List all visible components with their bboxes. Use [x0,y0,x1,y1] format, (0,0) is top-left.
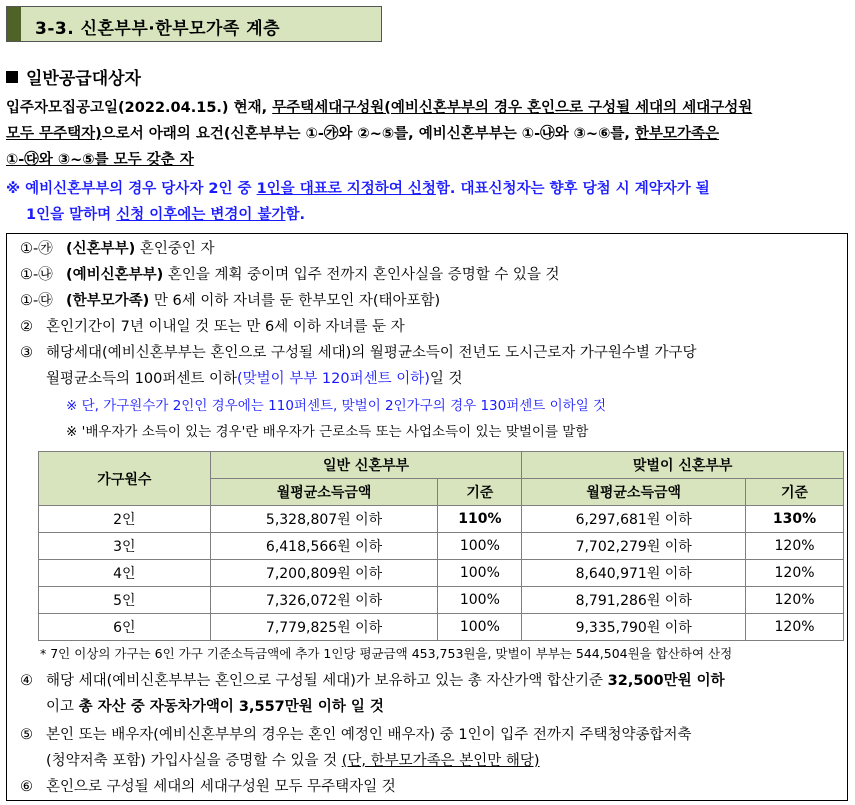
cell-general-standard: 100% [438,560,522,587]
cell-general-income: 6,418,566원 이하 [210,533,438,560]
title-accent [7,7,21,41]
notice-text: 함. [285,207,305,223]
notice-text: ※ 예비신혼부부의 경우 당사자 2인 중 [6,181,257,197]
criterion-6 [20,774,396,800]
notice-underlined: 1인을 대표로 지정하여 신청 [256,181,436,197]
criterion-bold: (신혼부부) [66,241,136,257]
title-bar [6,6,382,42]
table-row [39,533,844,560]
cell-dual-standard: 120% [746,533,844,560]
criterion-number: ③ [20,345,33,361]
intro-underlined: 모두 무주택자) [6,126,102,142]
vehicle-limit: 총 자산 중 자동차가액이 3,557만원 이하 일 것 [78,699,384,715]
income-note-1: ※ 단, 가구원수가 2인인 경우에는 110퍼센트, 맞벌이 2인가구의 경우 130퍼센트 이하일 것 [66,398,607,414]
criterion-text: (청약저축 포함) 가입사실을 증명할 수 있을 것 [46,753,342,769]
notice-text: 함. 대표신청자는 향후 당첨 시 계약자가 될 [435,181,710,197]
square-bullet-icon [6,71,18,83]
cell-dual-standard: 120% [746,587,844,614]
intro-underlined: 무주택세대구성원(예비신혼부부의 경우 혼인으로 구성될 세대의 세대구성원 [272,100,753,116]
intro-underlined: 한부모가족은 [634,126,719,142]
intro-line-3 [6,147,848,173]
header-general-income: 월평균소득금액 [210,479,438,506]
table-footnote: * 7인 이상의 가구는 6인 가구 기준소득금액에 추가 1인당 평균금액 453,753원을, 맞벌이 부부는 544,504원을 합산하여 산정 [40,646,733,661]
cell-general-income: 7,200,809원 이하 [210,560,438,587]
criterion-4-line-2 [46,694,384,720]
intro-text: 입주자모집공고일(2022.04.15.) 현재, [6,100,273,116]
criterion-3-line-2 [46,366,463,392]
header-general-couple: 일반 신혼부부 [210,452,522,479]
cell-dual-income: 8,640,971원 이하 [522,560,746,587]
cell-general-income: 7,326,072원 이하 [210,587,438,614]
cell-dual-standard: 130% [746,506,844,533]
criterion-1c [20,288,440,314]
table-row [39,587,844,614]
cell-size: 3인 [39,533,211,560]
criterion-3-line-1 [20,340,696,366]
header-general-standard: 기준 [438,479,522,506]
criterion-number: ⑥ [20,779,33,795]
cell-general-income: 7,779,825원 이하 [210,614,438,641]
criterion-5-line-2 [46,748,540,774]
cell-size: 2인 [39,506,211,533]
criterion-text: 이고 [46,699,79,715]
income-note-2: ※ '배우자가 소득이 있는 경우'란 배우자가 근로소득 또는 사업소득이 있는 맞벌이를 말함 [66,424,589,440]
notice-text: 1인을 말하며 [26,207,117,223]
criterion-text: 해당세대(예비신혼부부는 혼인으로 구성될 세대)의 월평균소득이 전년도 도시근로자 가구원수별 가구당 [46,345,697,361]
intro-line-1 [6,95,848,121]
criterion-text: 만 6세 이하 자녀를 둔 한부모인 자(태아포함) [149,293,441,309]
criterion-bold: (한부모가족) [66,293,150,309]
criterion-text: 해당 세대(예비신혼부부는 혼인으로 구성될 세대)가 보유하고 있는 총 자산가액 합산기준 [46,673,608,689]
cell-size: 5인 [39,587,211,614]
criterion-text: 혼인을 계획 중이며 입주 전까지 혼인사실을 증명할 수 있을 것 [163,267,560,283]
cell-dual-standard: 120% [746,614,844,641]
criterion-text: 혼인으로 구성될 세대의 세대구성원 모두 무주택자일 것 [46,779,396,795]
single-parent-note: (단, 한부모가족은 본인만 해당) [341,753,540,769]
notice-underlined: 신청 이후에는 변경이 불가 [116,207,286,223]
criterion-number: ①-㉯ [20,267,53,283]
header-dual-income-couple: 맞벌이 신혼부부 [522,452,844,479]
notice-line-2 [6,202,848,228]
intro-text: 으로서 아래의 요건(신혼부부는 ①-㉮와 ②~⑤를, 예비신혼부부는 ①-㉯와 ③~⑥를, [101,126,635,142]
table-row [39,614,844,641]
criterion-number: ①-㉰ [20,293,53,309]
notice-line-1 [6,176,848,202]
table-row [39,560,844,587]
criterion-bold: (예비신혼부부) [66,267,164,283]
criterion-number: ② [20,319,33,335]
header-dual-standard: 기준 [746,479,844,506]
section-heading-text: 일반공급대상자 [26,69,141,89]
page-title: 3-3. 신혼부부·한부모가족 계층 [35,19,281,39]
criterion-5-line-1 [20,722,692,748]
cell-dual-income: 8,791,286원 이하 [522,587,746,614]
cell-size: 6인 [39,614,211,641]
income-table [38,451,844,641]
criterion-number: ④ [20,673,33,689]
intro-line-2 [6,121,848,147]
header-dual-income: 월평균소득금액 [522,479,746,506]
dual-income-note: (맞벌이 부부 120퍼센트 이하) [236,371,430,387]
criterion-2 [20,314,405,340]
cell-general-standard: 100% [438,587,522,614]
intro-paragraph [6,95,848,173]
cell-general-standard: 100% [438,614,522,641]
criterion-number: ①-㉮ [20,241,53,257]
criterion-number: ⑤ [20,727,33,743]
criterion-4-line-1 [20,668,725,694]
criterion-1a [20,236,215,262]
cell-general-standard: 100% [438,533,522,560]
intro-underlined: ①-㉰와 ③~⑤를 모두 갖춘 자 [6,152,194,168]
criterion-text: 월평균소득의 100퍼센트 이하 [46,371,237,387]
criterion-text: 혼인중인 자 [135,241,215,257]
asset-limit: 32,500만원 이하 [607,673,725,689]
header-household-size: 가구원수 [39,452,211,506]
criterion-text: 일 것 [429,371,463,387]
cell-dual-standard: 120% [746,560,844,587]
notice-paragraph [6,176,848,228]
criterion-text: 혼인기간이 7년 이내일 것 또는 만 6세 이하 자녀를 둔 자 [46,319,405,335]
section-heading [6,64,141,89]
table-row [39,506,844,533]
criterion-1b [20,262,560,288]
cell-dual-income: 9,335,790원 이하 [522,614,746,641]
cell-general-standard: 110% [438,506,522,533]
cell-general-income: 5,328,807원 이하 [210,506,438,533]
cell-dual-income: 7,702,279원 이하 [522,533,746,560]
criterion-text: 본인 또는 배우자(예비신혼부부의 경우는 혼인 예정인 배우자) 중 1인이 입주 전까지 주택청약종합저축 [46,727,692,743]
cell-size: 4인 [39,560,211,587]
cell-dual-income: 6,297,681원 이하 [522,506,746,533]
